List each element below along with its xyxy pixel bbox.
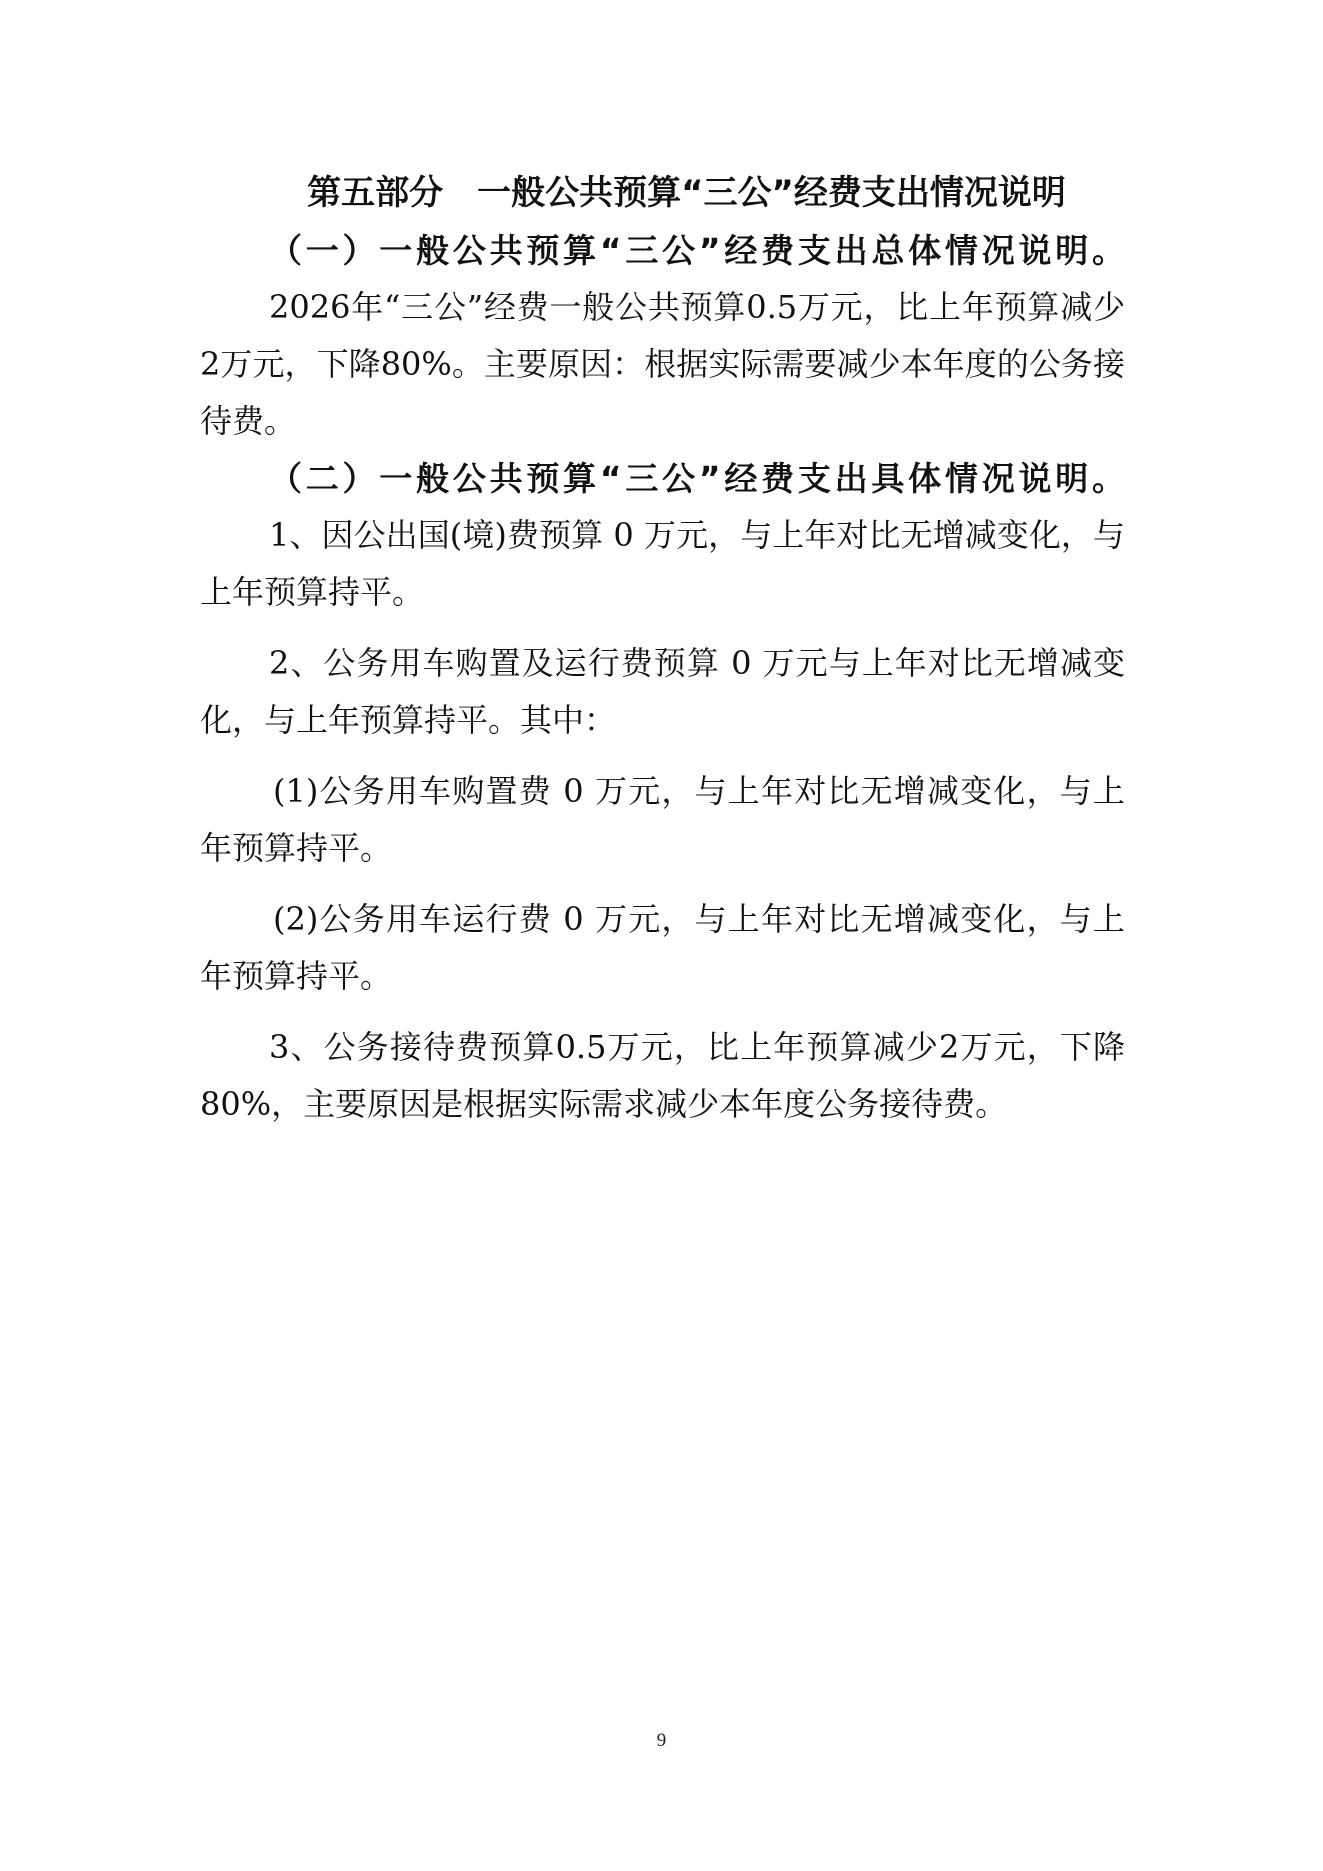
item-official-reception: 3、公务接待费预算0.5万元，比上年预算减少2万元，下降80%，主要原因是根据实际需求减少本年度公务接待费。 — [200, 1028, 1125, 1123]
item-vehicle-operation: (2)公务用车运行费 0 万元，与上年对比无增减变化，与上年预算持平。 — [200, 900, 1125, 995]
page-title: 第五部分 一般公共预算“三公”经费支出情况说明 — [307, 173, 1066, 213]
paragraph-gap — [200, 621, 1125, 635]
paragraph-gap — [200, 877, 1125, 891]
item-official-vehicles: 2、公务用车购置及运行费预算 0 万元与上年对比无增减变化，与上年预算持平。其中： — [200, 644, 1125, 739]
overall-paragraph: 2026年“三公”经费一般公共预算0.5万元，比上年预算减少2万元，下降80%。主要原因：根据实际需要减少本年度的公务接待费。 — [200, 288, 1125, 440]
section-heading-overall: （一）一般公共预算“三公”经费支出总体情况说明。 — [269, 231, 1125, 270]
item-vehicle-purchase: (1)公务用车购置费 0 万元，与上年对比无增减变化，与上年预算持平。 — [200, 772, 1125, 867]
paragraph-gap — [200, 1005, 1125, 1019]
paragraph-gap — [200, 749, 1125, 763]
document-body — [200, 165, 1125, 1133]
section-heading-detail: （二）一般公共预算“三公”经费支出具体情况说明。 — [269, 459, 1125, 498]
page-number: 9 — [656, 1730, 667, 1751]
item-overseas-travel: 1、因公出国(境)费预算 0 万元，与上年对比无增减变化，与上年预算持平。 — [200, 516, 1125, 611]
